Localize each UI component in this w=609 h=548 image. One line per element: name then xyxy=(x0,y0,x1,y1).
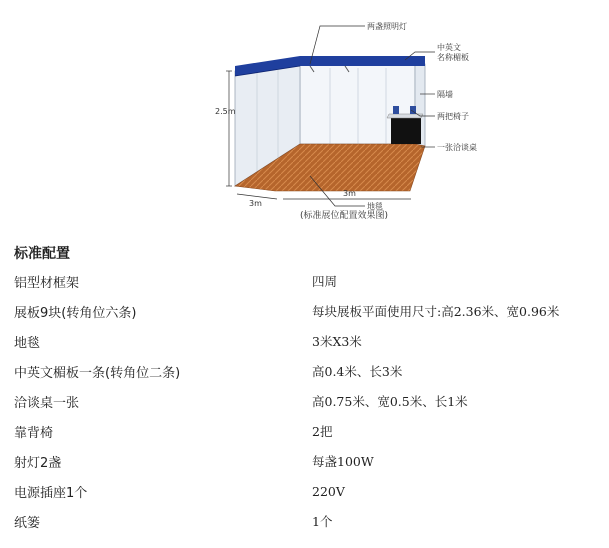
label-depth: 3m xyxy=(249,199,262,208)
label-width: 3m xyxy=(343,189,356,198)
table-row xyxy=(14,386,602,416)
item-spec: 每盏100W xyxy=(312,454,374,469)
item-spec: 四周 xyxy=(312,274,338,289)
table-row xyxy=(14,266,602,296)
label-fascia-line1: 中英文 xyxy=(437,43,461,52)
item-name: 展板9块(转角位六条) xyxy=(14,305,137,321)
item-name: 射灯2盏 xyxy=(14,455,62,471)
label-carpet: 地毯 xyxy=(367,202,383,211)
label-table: 一张洽谈桌 xyxy=(437,143,477,152)
label-chairs: 两把椅子 xyxy=(437,112,469,121)
item-spec: 高0.4米、长3米 xyxy=(312,364,403,379)
table-row xyxy=(14,356,602,386)
item-name: 靠背椅 xyxy=(14,425,54,441)
table-row xyxy=(14,326,602,356)
table-row xyxy=(14,506,602,536)
table-row xyxy=(14,446,602,476)
counter-table xyxy=(391,118,421,144)
item-name: 电源插座1个 xyxy=(14,485,88,501)
label-height: 2.5m xyxy=(215,107,236,116)
standard-config-table xyxy=(14,266,602,536)
table-row xyxy=(14,476,602,506)
item-name: 铝型材框架 xyxy=(14,275,80,291)
item-spec: 3米X3米 xyxy=(312,334,362,349)
item-name: 中英文楣板一条(转角位二条) xyxy=(14,365,181,381)
item-spec: 高0.75米、宽0.5米、长1米 xyxy=(312,394,468,409)
figure-caption: (标准展位配置效果图) xyxy=(300,211,389,221)
label-partition: 隔墙 xyxy=(437,90,453,99)
item-spec: 2把 xyxy=(312,424,333,439)
item-name: 纸篓 xyxy=(14,515,41,531)
item-name: 洽谈桌一张 xyxy=(14,395,80,411)
label-lights: 两盏照明灯 xyxy=(367,22,407,31)
item-name: 地毯 xyxy=(14,335,41,351)
table-row xyxy=(14,416,602,446)
item-spec: 220V xyxy=(312,483,345,499)
label-fascia-line2: 名称楣板 xyxy=(437,53,469,62)
table-row xyxy=(14,296,602,326)
booth-illustration xyxy=(215,6,505,221)
item-spec: 每块展板平面使用尺寸:高2.36米、宽0.96米 xyxy=(312,304,560,319)
item-spec: 1个 xyxy=(312,514,333,529)
section-title: 标准配置 xyxy=(14,246,70,262)
